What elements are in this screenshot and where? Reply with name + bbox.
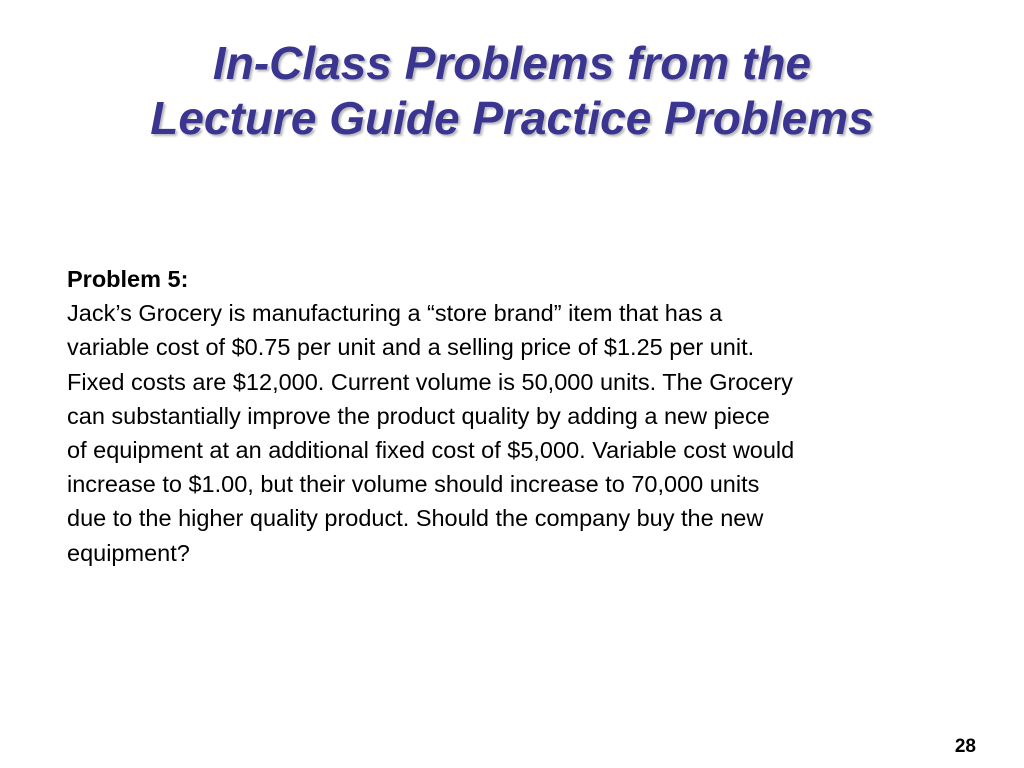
problem-text-line: of equipment at an additional fixed cost of $5,000. Variable cost would [67, 437, 795, 464]
problem-text-line: Jack’s Grocery is manufacturing a “store brand” item that has a [67, 300, 723, 327]
title-line-2: Lecture Guide Practice Problems [150, 92, 874, 144]
problem-text-line: Fixed costs are $12,000. Current volume is 50,000 units. The Grocery [67, 368, 793, 395]
problem-body [67, 262, 967, 570]
page-number: 28 [954, 736, 976, 757]
problem-text-line: due to the higher quality product. Should the company buy the new [67, 505, 764, 532]
slide-title [0, 36, 1024, 146]
problem-heading: Problem 5: [67, 266, 189, 292]
problem-text-line: increase to $1.00, but their volume should increase to 70,000 units [67, 471, 760, 498]
problem-text-line: can substantially improve the product quality by adding a new piece [67, 402, 770, 429]
problem-text-line: equipment? [67, 539, 190, 566]
title-line-1: In-Class Problems from the [212, 37, 812, 89]
problem-text-line: variable cost of $0.75 per unit and a selling price of $1.25 per unit. [67, 334, 755, 361]
